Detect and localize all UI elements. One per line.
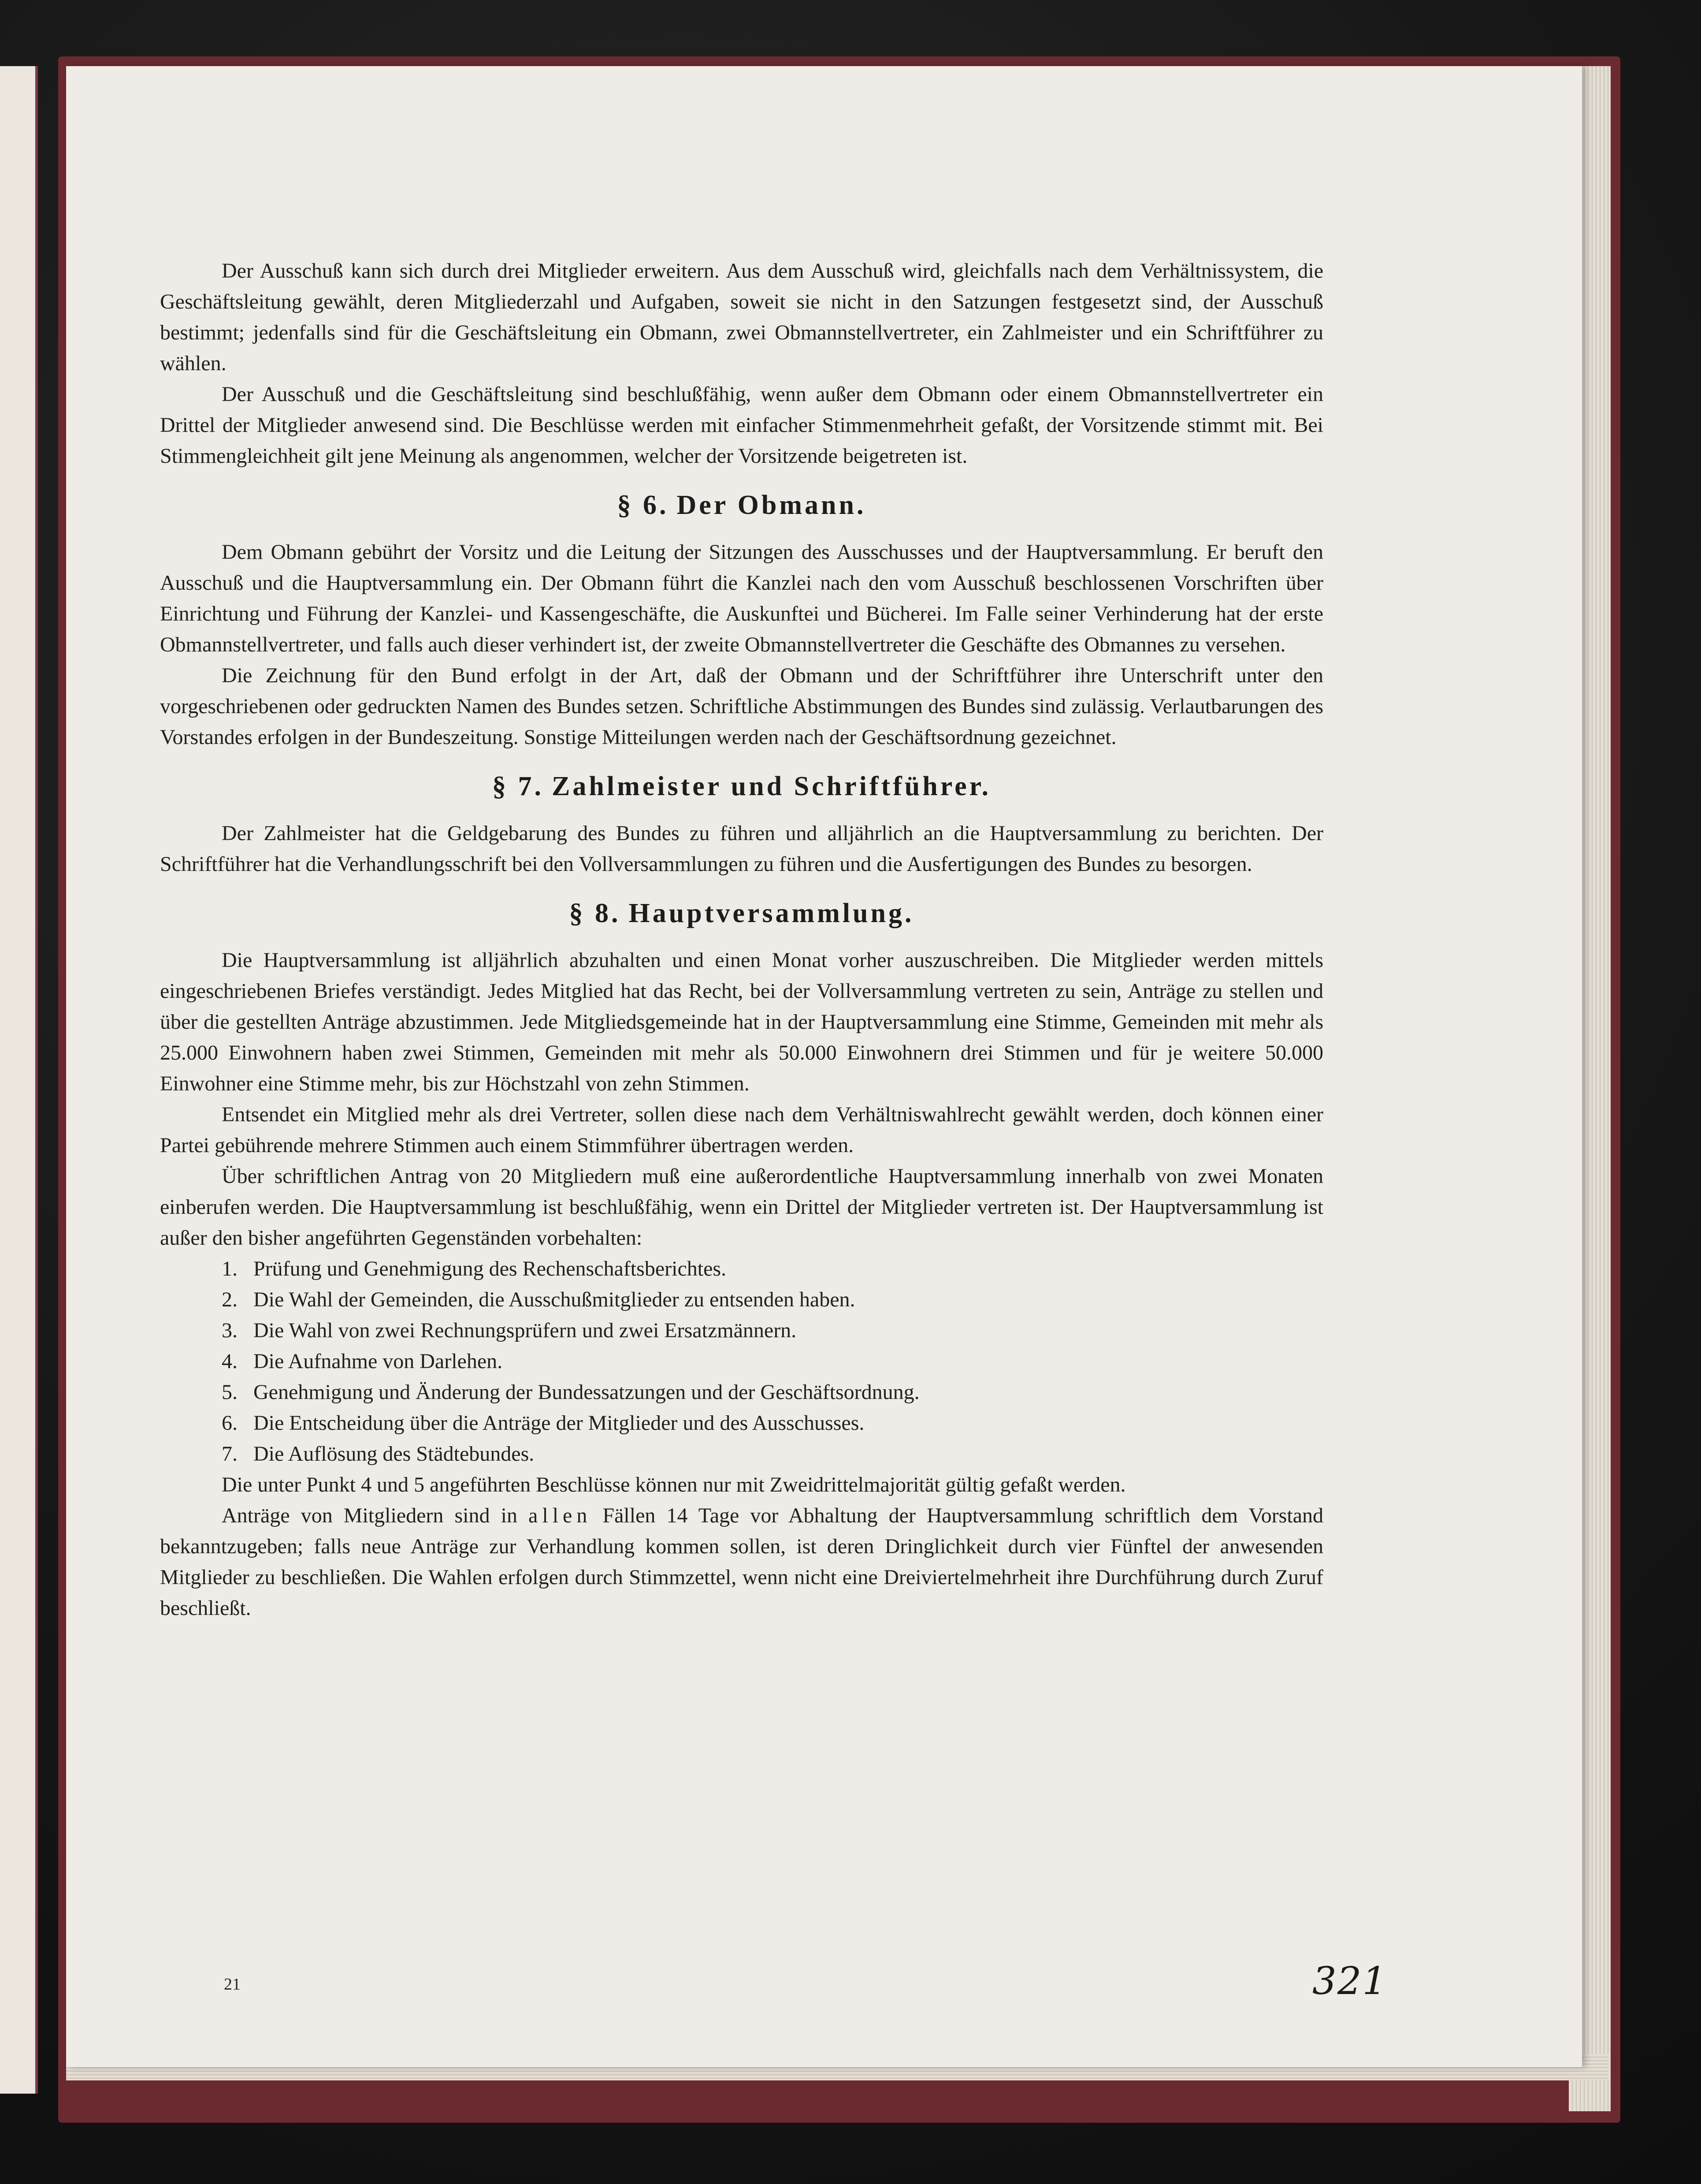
list-item-text: Die Aufnahme von Darlehen. (253, 1350, 503, 1373)
section-title: Der Obmann. (676, 490, 866, 520)
list-item (160, 1254, 1323, 1284)
paragraph: Entsendet ein Mitglied mehr als drei Vertreter, sollen diese nach dem Verhältniswahlrecht gewählt werden, doch können einer Partei gebührende mehrere Stimmen auch einem Stimmführer übertragen werden. (160, 1103, 1323, 1157)
list-item-number: 7. (222, 1442, 238, 1466)
section-number: § 6. (617, 490, 669, 520)
list-item-text: Die Auflösung des Städtebundes. (253, 1442, 535, 1466)
paragraph: Dem Obmann gebührt der Vorsitz und die Leitung der Sitzungen des Ausschusses und der Hauptversammlung. Er beruft den Ausschuß und die Hauptversammlung ein. Der Obmann führt die Kanzlei nach den vom Ausschuß beschlossenen Vorschriften über Einrichtung und Führung der Kanzlei- und Kassengeschäfte, die Auskunftei und Bücherei. Im Falle seiner Verhinderung hat der erste Obmannstellvertreter, und falls auch dieser verhindert ist, der zweite Obmannstellvertreter die Geschäfte des Obmannes zu versehen. (160, 540, 1323, 656)
paragraph (160, 1500, 1323, 1624)
text-run: Anträge von Mitgliedern sind in (222, 1504, 529, 1527)
list-item (160, 1284, 1323, 1315)
list-item-number: 4. (222, 1350, 238, 1373)
section-heading (160, 487, 1323, 524)
list-item (160, 1377, 1323, 1408)
section-heading (160, 768, 1323, 805)
list-item (160, 1408, 1323, 1439)
list-item (160, 1439, 1323, 1470)
list-item-text: Genehmigung und Änderung der Bundessatzungen und der Geschäftsordnung. (253, 1380, 920, 1404)
reserved-items-list (160, 1254, 1323, 1470)
paragraph: Die unter Punkt 4 und 5 angeführten Beschlüsse können nur mit Zweidrittelmajorität gültig gefaßt werden. (222, 1473, 1126, 1496)
book-page (66, 66, 1582, 2067)
paragraph: Der Ausschuß und die Geschäftsleitung sind beschlußfähig, wenn außer dem Obmann oder einem Obmannstellvertreter ein Drittel der Mitglieder anwesend sind. Die Beschlüsse werden mit einfacher Stimmenmehrheit gefaßt, der Vorsitzende stimmt mit. Bei Stimmengleichheit gilt jene Meinung als angenommen, welcher der Vorsitzende beigetreten ist. (160, 383, 1323, 468)
list-item-text: Prüfung und Genehmigung des Rechenschaftsberichtes. (253, 1257, 727, 1280)
list-item-text: Die Wahl von zwei Rechnungsprüfern und zwei Ersatzmännern. (253, 1319, 797, 1342)
section-number: § 8. (569, 898, 621, 928)
list-item-number: 2. (222, 1288, 238, 1311)
page-number: 321 (1312, 1959, 1388, 2003)
emphasized-word: allen (528, 1504, 592, 1527)
page-text (160, 256, 1323, 1624)
list-item-number: 5. (222, 1380, 238, 1404)
paragraph: Die Hauptversammlung ist alljährlich abzuhalten und einen Monat vorher auszuschreiben. Die Mitglieder werden mittels eingeschriebenen Briefes verständigt. Jedes Mitglied hat das Recht, bei der Vollversammlung vertreten zu sein, Anträge zu stellen und über die gestellten Anträge abzustimmen. Jede Mitgliedsgemeinde hat in der Hauptversammlung eine Stimme, Gemeinden mit mehr als 25.000 Einwohnern haben zwei Stimmen, Gemeinden mit mehr als 50.000 Einwohnern drei Stimmen und für je weitere 50.000 Einwohner eine Stimme mehr, bis zur Höchstzahl von zehn Stimmen. (160, 949, 1323, 1095)
list-item-number: 1. (222, 1257, 238, 1280)
left-page-edge (0, 66, 38, 2094)
signature-mark: 21 (224, 1975, 241, 1994)
paragraph: Der Zahlmeister hat die Geldgebarung des Bundes zu führen und alljährlich an die Hauptversammlung zu berichten. Der Schriftführer hat die Verhandlungsschrift bei den Vollversammlungen zu führen und die Ausfertigungen des Bundes zu besorgen. (160, 822, 1323, 876)
paragraph: Der Ausschuß kann sich durch drei Mitglieder erweitern. Aus dem Ausschuß wird, gleichfalls nach dem Verhältnissystem, die Geschäftsleitung gewählt, deren Mitgliederzahl und Aufgaben, soweit sie nicht in den Satzungen festgesetzt sind, der Ausschuß bestimmt; jedenfalls sind für die Geschäftsleitung ein Obmann, zwei Obmannstellvertreter, ein Zahlmeister und ein Schriftführer zu wählen. (160, 259, 1323, 375)
list-item (160, 1315, 1323, 1346)
list-item-number: 3. (222, 1319, 238, 1342)
section-title: Zahlmeister und Schriftführer. (552, 771, 991, 801)
list-item (160, 1346, 1323, 1377)
section-number: § 7. (492, 771, 544, 801)
list-item-text: Die Entscheidung über die Anträge der Mitglieder und des Ausschusses. (253, 1411, 865, 1435)
section-heading (160, 895, 1323, 932)
list-item-number: 6. (222, 1411, 238, 1435)
paragraph: Über schriftlichen Antrag von 20 Mitgliedern muß eine außerordentliche Hauptversammlung innerhalb von zwei Monaten einberufen werden. Die Hauptversammlung ist beschlußfähig, wenn ein Drittel der Mitglieder vertreten ist. Der Hauptversammlung ist außer den bisher angeführten Gegenständen vorbehalten: (160, 1165, 1323, 1250)
section-title: Hauptversammlung. (628, 898, 914, 928)
paragraph: Die Zeichnung für den Bund erfolgt in der Art, daß der Obmann und der Schriftführer ihre Unterschrift unter den vorgeschriebenen oder gedruckten Namen des Bundes setzen. Schriftliche Abstimmungen des Bundes sind zulässig. Verlautbarungen des Vorstandes erfolgen in der Bundeszeitung. Sonstige Mitteilungen werden nach der Geschäftsordnung gezeichnet. (160, 664, 1323, 749)
text-run: Fällen 14 Tage vor Abhaltung der Hauptversammlung schriftlich dem Vorstand bekanntzugeben; falls neue Anträge zur Verhandlung kommen sollen, ist deren Dringlichkeit durch vier Fünftel der anwesenden Mitglieder zu beschließen. Die Wahlen erfolgen durch Stimmzettel, wenn nicht eine Dreiviertelmehrheit ihre Durchführung durch Zuruf beschließt. (160, 1504, 1323, 1620)
list-item-text: Die Wahl der Gemeinden, die Ausschußmitglieder zu entsenden haben. (253, 1288, 855, 1311)
